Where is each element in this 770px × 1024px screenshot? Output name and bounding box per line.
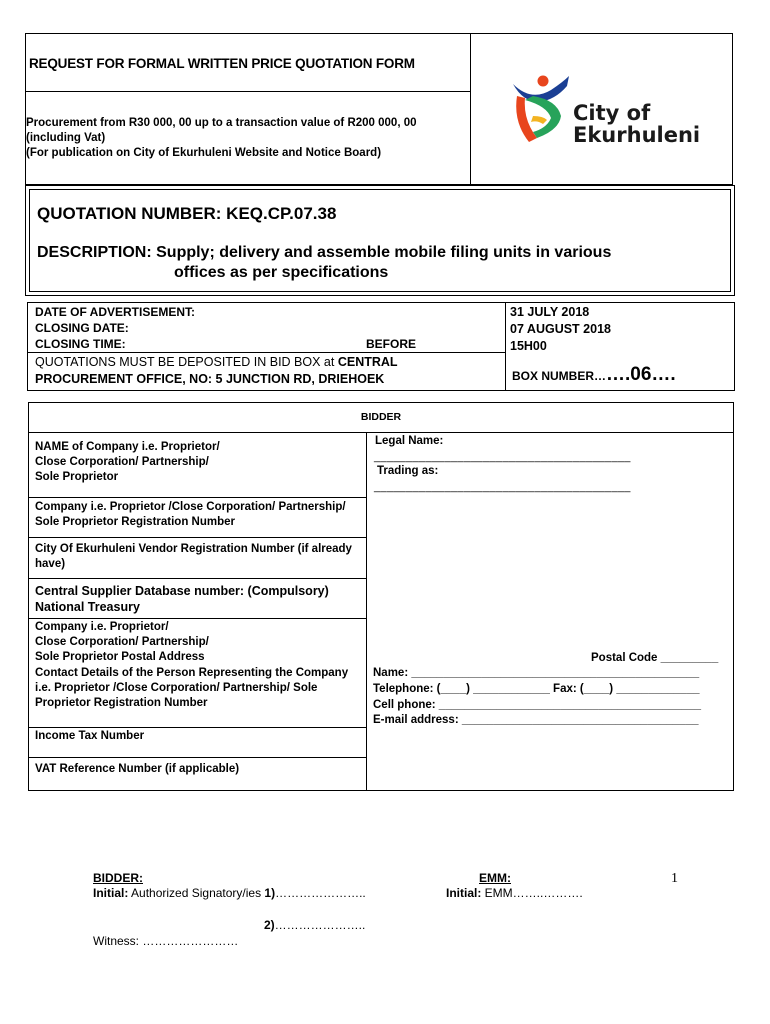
description-line2: offices as per specifications	[174, 264, 389, 281]
box-number	[512, 364, 676, 386]
signatory-2-number: 2)	[264, 918, 275, 932]
initial-label: Initial:	[93, 886, 129, 900]
legal-name-label: Legal Name:	[375, 435, 444, 447]
postal-code-field[interactable]: Postal Code _________	[591, 652, 719, 664]
footer-initial-line	[93, 886, 366, 900]
signatory-1-number: 1)	[264, 886, 276, 900]
trading-as-field[interactable]: ________________________________________	[374, 481, 631, 493]
legal-name-field[interactable]: ________________________________________	[374, 451, 631, 463]
row-divider-3	[28, 578, 366, 579]
postal-address-label: Company i.e. Proprietor/ Close Corporation/ Partnership/ Sole Proprietor Postal Address	[35, 621, 209, 663]
trading-as-label: Trading as:	[377, 465, 439, 477]
signatory-text: Authorized Signatory/ies	[128, 886, 265, 900]
header-title-divider	[25, 91, 471, 92]
deposit-instruction	[35, 354, 398, 388]
row-divider-2	[28, 537, 366, 538]
bidder-heading-divider	[28, 432, 734, 433]
page-number: 1	[671, 871, 678, 886]
registration-number-label: Company i.e. Proprietor /Close Corporation/ Partnership/ Sole Proprietor Registration Number	[35, 501, 346, 528]
closing-date-label: CLOSING DATE:	[35, 321, 129, 335]
emm-initial-line	[446, 886, 583, 900]
row-divider-5	[28, 727, 366, 728]
dates-divider	[505, 302, 506, 391]
procurement-line2: (including Vat)	[26, 132, 106, 144]
vat-reference-label: VAT Reference Number (if applicable)	[35, 763, 240, 775]
procurement-line3: (For publication on City of Ekurhuleni Website and Notice Board)	[26, 147, 382, 159]
header-divider	[470, 33, 471, 185]
bidder-heading: BIDDER	[360, 411, 402, 423]
contact-email-field[interactable]: E-mail address: _____________________________________	[373, 714, 699, 726]
row-divider-1	[28, 497, 366, 498]
closing-time-value: 15H00	[510, 339, 547, 353]
emm-heading: EMM:	[479, 871, 511, 885]
company-name-label: NAME of Company i.e. Proprietor/ Close Corporation/ Partnership/ Sole Proprietor	[35, 441, 220, 483]
income-tax-label: Income Tax Number	[35, 730, 145, 742]
quotation-number: QUOTATION NUMBER: KEQ.CP.07.38	[37, 204, 337, 223]
city-logo-mark	[503, 72, 573, 150]
signatory-1-field[interactable]: …………………..	[275, 886, 366, 900]
row-divider-6	[28, 757, 366, 758]
deposit-line1-b: CENTRAL	[337, 355, 398, 369]
before-label: BEFORE	[366, 337, 417, 351]
box-number-value: ….06….	[606, 364, 676, 385]
closing-time-label: CLOSING TIME:	[35, 337, 126, 351]
closing-date-value: 07 AUGUST 2018	[510, 322, 611, 336]
signatory-2-field[interactable]: …………………..	[274, 918, 366, 932]
contact-cellphone-field[interactable]: Cell phone: _________________________________________	[373, 699, 702, 711]
box-number-label: BOX NUMBER…	[512, 369, 607, 383]
description-line1: DESCRIPTION: Supply; delivery and assemble mobile filing units in various	[37, 244, 612, 261]
row-divider-4	[28, 618, 366, 619]
advert-date-value: 31 JULY 2018	[510, 305, 590, 319]
footer-signatory-2	[264, 918, 365, 932]
footer-bidder-heading: BIDDER:	[93, 871, 143, 885]
city-logo	[503, 72, 703, 152]
dates-row-divider	[27, 352, 505, 353]
logo-line1: City of	[573, 101, 651, 125]
emm-initial-label: Initial:	[446, 886, 482, 900]
advert-date-label: DATE OF ADVERTISEMENT:	[35, 305, 196, 319]
vendor-registration-label: City Of Ekurhuleni Vendor Registration Number (if already have)	[35, 543, 352, 570]
contact-details-label: Contact Details of the Person Representing the Company i.e. Proprietor /Close Corporation/ Partnership/ Sole Proprietor Registration Number	[35, 667, 349, 709]
emm-initial-field[interactable]: EMM……..……….	[481, 886, 583, 900]
csd-number-label: Central Supplier Database number: (Compulsory) National Treasury	[35, 584, 329, 614]
contact-telephone-field[interactable]: Telephone: (____) ____________ Fax: (____) _____________	[373, 683, 700, 695]
deposit-line1-a: QUOTATIONS MUST BE DEPOSITED IN BID BOX at	[35, 355, 338, 369]
witness-field[interactable]: Witness: ……………………	[93, 934, 239, 948]
form-title: REQUEST FOR FORMAL WRITTEN PRICE QUOTATION FORM	[29, 56, 415, 71]
contact-name-field[interactable]: Name: _____________________________________________	[373, 667, 700, 679]
procurement-line1: Procurement from R30 000, 00 up to a transaction value of R200 000, 00	[26, 117, 417, 129]
deposit-line2: PROCUREMENT OFFICE, NO: 5 JUNCTION RD, DRIEHOEK	[35, 372, 385, 386]
bidder-column-divider	[366, 432, 367, 791]
procurement-note	[26, 116, 417, 161]
logo-line2: Ekurhuleni	[573, 123, 701, 147]
